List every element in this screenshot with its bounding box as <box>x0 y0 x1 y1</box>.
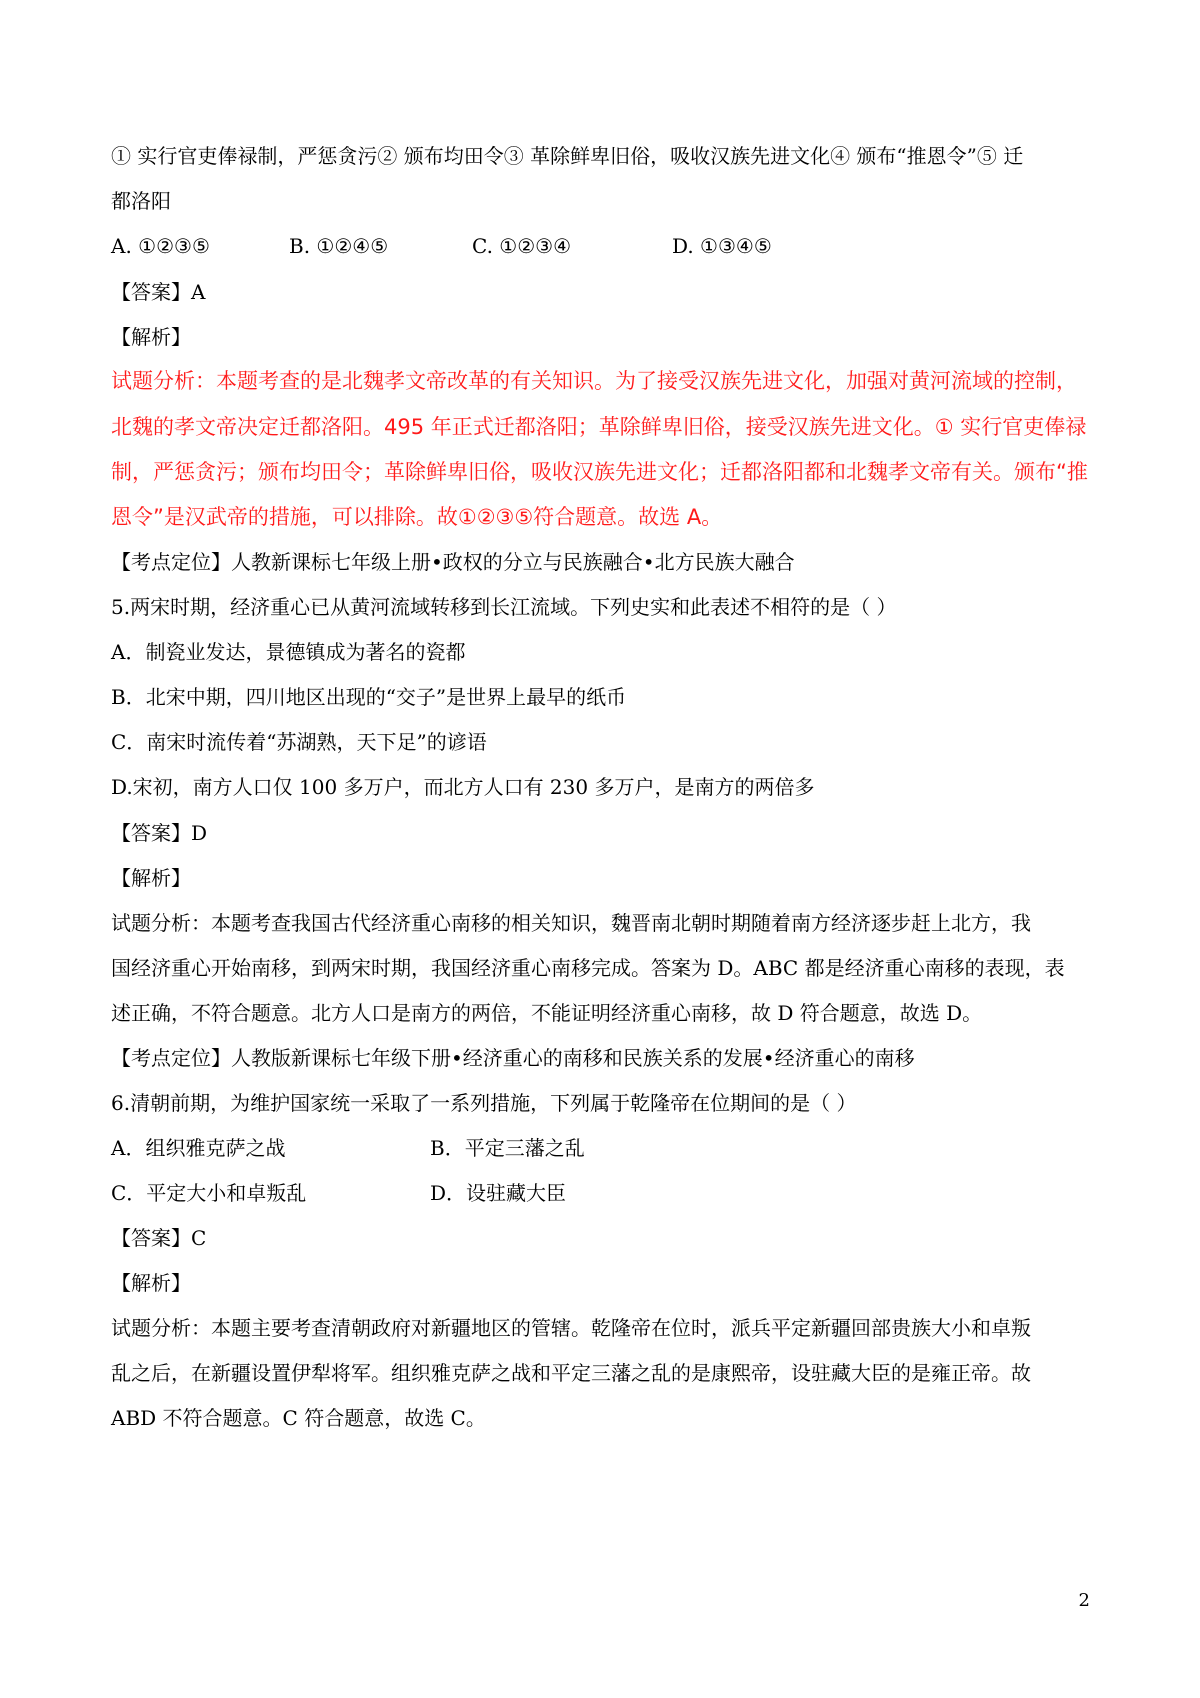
q5-analysis-line-2: 国经济重心开始南移，到两宋时期，我国经济重心南移完成。答案为 D。ABC 都是经济重心南移的表现，表 <box>111 956 1065 980</box>
q5-answer: 【答案】D <box>111 821 208 845</box>
q6-analysis-line-1: 试题分析：本题主要考查清朝政府对新疆地区的管辖。乾隆帝在位时，派兵平定新疆回部贵族大小和卓叛 <box>111 1316 1031 1340</box>
q5-analysis-heading: 【解析】 <box>111 866 191 890</box>
q4-option-b: B. ①②④⑤ <box>289 234 389 258</box>
q6-analysis-line-3: ABD 不符合题意。C 符合题意，故选 C。 <box>111 1406 486 1430</box>
q5-option-d: D.宋初，南方人口仅 100 多万户，而北方人口有 230 多万户，是南方的两倍多 <box>111 775 815 799</box>
q4-option-a: A. ①②③⑤ <box>111 234 210 258</box>
q6-analysis-heading: 【解析】 <box>111 1271 191 1295</box>
q5-question: 5.两宋时期，经济重心已从黄河流域转移到长江流域。下列史实和此表述不相符的是（ ） <box>111 595 897 619</box>
q4-answer: 【答案】A <box>111 280 206 304</box>
q4-analysis-line-1: 试题分析：本题考查的是北魏孝文帝改革的有关知识。为了接受汉族先进文化，加强对黄河流域的控制， <box>111 369 1077 393</box>
q5-analysis-line-1: 试题分析：本题考查我国古代经济重心南移的相关知识，魏晋南北朝时期随着南方经济逐步赶上北方，我 <box>111 911 1031 935</box>
q4-option-d: D. ①③④⑤ <box>672 234 772 258</box>
q5-option-a: A．制瓷业发达，景德镇成为著名的瓷都 <box>111 640 466 664</box>
q6-option-b: B．平定三藩之乱 <box>430 1136 585 1160</box>
q4-kaodian: 【考点定位】人教新课标七年级上册•政权的分立与民族融合•北方民族大融合 <box>111 550 795 574</box>
q4-analysis-line-2: 北魏的孝文帝决定迁都洛阳。495 年正式迁都洛阳；革除鲜卑旧俗，接受汉族先进文化。① 实行官吏俸禄 <box>111 415 1087 439</box>
q6-question: 6.清朝前期，为维护国家统一采取了一系列措施，下列属于乾隆帝在位期间的是（ ） <box>111 1091 857 1115</box>
q6-analysis-line-2: 乱之后，在新疆设置伊犁将军。组织雅克萨之战和平定三藩之乱的是康熙帝，设驻藏大臣的是雍正帝。故 <box>111 1361 1031 1385</box>
q6-answer: 【答案】C <box>111 1226 207 1250</box>
q4-analysis-line-4: 恩令”是汉武帝的措施，可以排除。故①②③⑤符合题意。故选 A。 <box>111 505 723 529</box>
q6-option-a: A．组织雅克萨之战 <box>111 1136 286 1160</box>
q4-option-c: C. ①②③④ <box>472 234 572 258</box>
q6-option-c: C．平定大小和卓叛乱 <box>111 1181 307 1205</box>
q4-analysis-heading: 【解析】 <box>111 325 191 349</box>
q4-items-line-1: ① 实行官吏俸禄制，严惩贪污② 颁布均田令③ 革除鲜卑旧俗，吸收汉族先进文化④ 颁布“推恩令”⑤ 迁 <box>111 144 1024 168</box>
q6-option-d: D．设驻藏大臣 <box>430 1181 567 1205</box>
q4-items-line-2: 都洛阳 <box>111 189 171 213</box>
q4-analysis-line-3: 制，严惩贪污；颁布均田令；革除鲜卑旧俗，吸收汉族先进文化；迁都洛阳都和北魏孝文帝有关。颁布“推 <box>111 460 1088 484</box>
page-number: 2 <box>1078 1590 1090 1611</box>
q5-option-b: B．北宋中期，四川地区出现的“交子”是世界上最早的纸币 <box>111 685 627 709</box>
q5-analysis-line-3: 述正确，不符合题意。北方人口是南方的两倍，不能证明经济重心南移，故 D 符合题意，故选 D。 <box>111 1001 983 1025</box>
q5-kaodian: 【考点定位】人教版新课标七年级下册•经济重心的南移和民族关系的发展•经济重心的南移 <box>111 1046 915 1070</box>
q5-option-c: C．南宋时流传着“苏湖熟，天下足”的谚语 <box>111 730 487 754</box>
